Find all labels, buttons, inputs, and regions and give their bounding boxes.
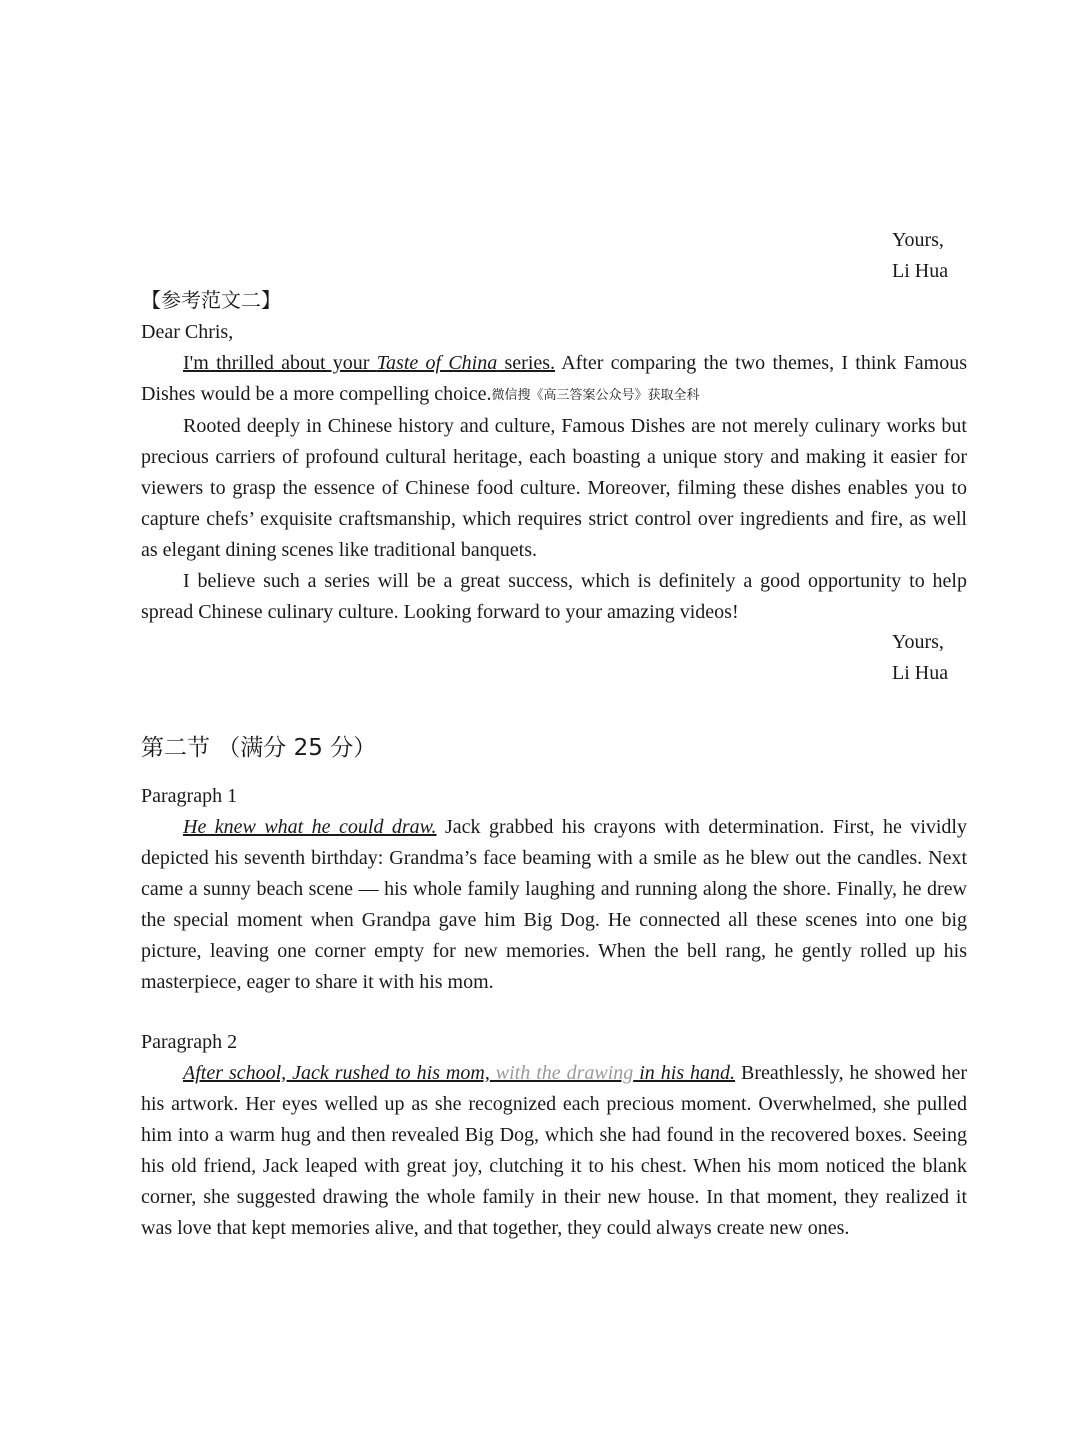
paragraph1-text: He knew what he could draw. Jack grabbed his crayons with determination. First, he vividly depicted his seventh birthday: Grandma’s face beaming with a smile as he blew out the candles. Next came a sunny beach scene — his whole family laughing and running along the shore. Finally, he drew the special moment when Grandpa gave him Big Dog. He connected all these scenes into one big picture, leaving one corner empty for new memories. When the bell rang, he gently rolled up his masterpiece, eager to share it with his mom. — [141, 816, 967, 993]
reference2-signoff — [892, 627, 948, 689]
paragraph1-opening: He knew what he could draw. — [183, 816, 437, 838]
letter-paragraph-1: I'm thrilled about your Taste of China series. After comparing the two themes, I think Famous Dishes would be a more compelling choice.微信搜《高三答案公众号》获取全科 — [141, 352, 967, 405]
reference2-letter — [141, 317, 967, 628]
underlined-opening: I'm thrilled about your Taste of China series. — [183, 352, 556, 374]
letter-paragraph-2: Rooted deeply in Chinese history and culture, Famous Dishes are not merely culinary works but precious carriers of profound cultural heritage, each boasting a unique story and making it easier for viewers to grasp the essence of Chinese food culture. Moreover, filming these dishes enables you to capture chefs’ exquisite craftsmanship, which requires strict control over ingredients and fire, as well as elegant dining scenes like traditional banquets. — [141, 415, 967, 561]
watermark-note: 微信搜《高三答案公众号》获取全科 — [491, 388, 700, 403]
salutation: Dear Chris, — [141, 321, 234, 343]
faded-text: with the drawing — [489, 1062, 634, 1084]
letter1-signoff — [892, 225, 948, 287]
paragraph1-label: Paragraph 1 — [141, 785, 238, 807]
paragraph2-text: After school, Jack rushed to his mom, with the drawing in his hand. Breathlessly, he showed her his artwork. Her eyes welled up as she recognized each precious moment. Overwhelmed, she pulled him into a warm hug and then revealed Big Dog, which she had found in the recovered boxes. Seeing his old friend, Jack leaped with great joy, clutching it to his chest. When his mom noticed the blank corner, she suggested drawing the whole family in their new house. In that moment, they realized it was love that kept memories alive, and that together, they could always create new ones. — [141, 1062, 967, 1239]
paragraph1-block — [141, 781, 967, 998]
section2-title: 第二节 （满分 25 分） — [141, 735, 377, 761]
letter1-closing: Yours, — [892, 229, 944, 251]
letter-paragraph-3: I believe such a series will be a great success, which is definitely a good opportunity to help spread Chinese culinary culture. Looking forward to your amazing videos! — [141, 570, 967, 623]
paragraph2-block — [141, 1027, 967, 1244]
paragraph2-label: Paragraph 2 — [141, 1031, 238, 1053]
reference2-name: Li Hua — [892, 662, 949, 684]
reference2-closing: Yours, — [892, 631, 944, 653]
letter1-name: Li Hua — [892, 260, 949, 282]
series-title: Taste of China — [376, 352, 498, 374]
paragraph2-opening: After school, Jack rushed to his mom, with the drawing in his hand. — [183, 1062, 736, 1084]
reference2-heading: 【参考范文二】 — [141, 290, 281, 312]
